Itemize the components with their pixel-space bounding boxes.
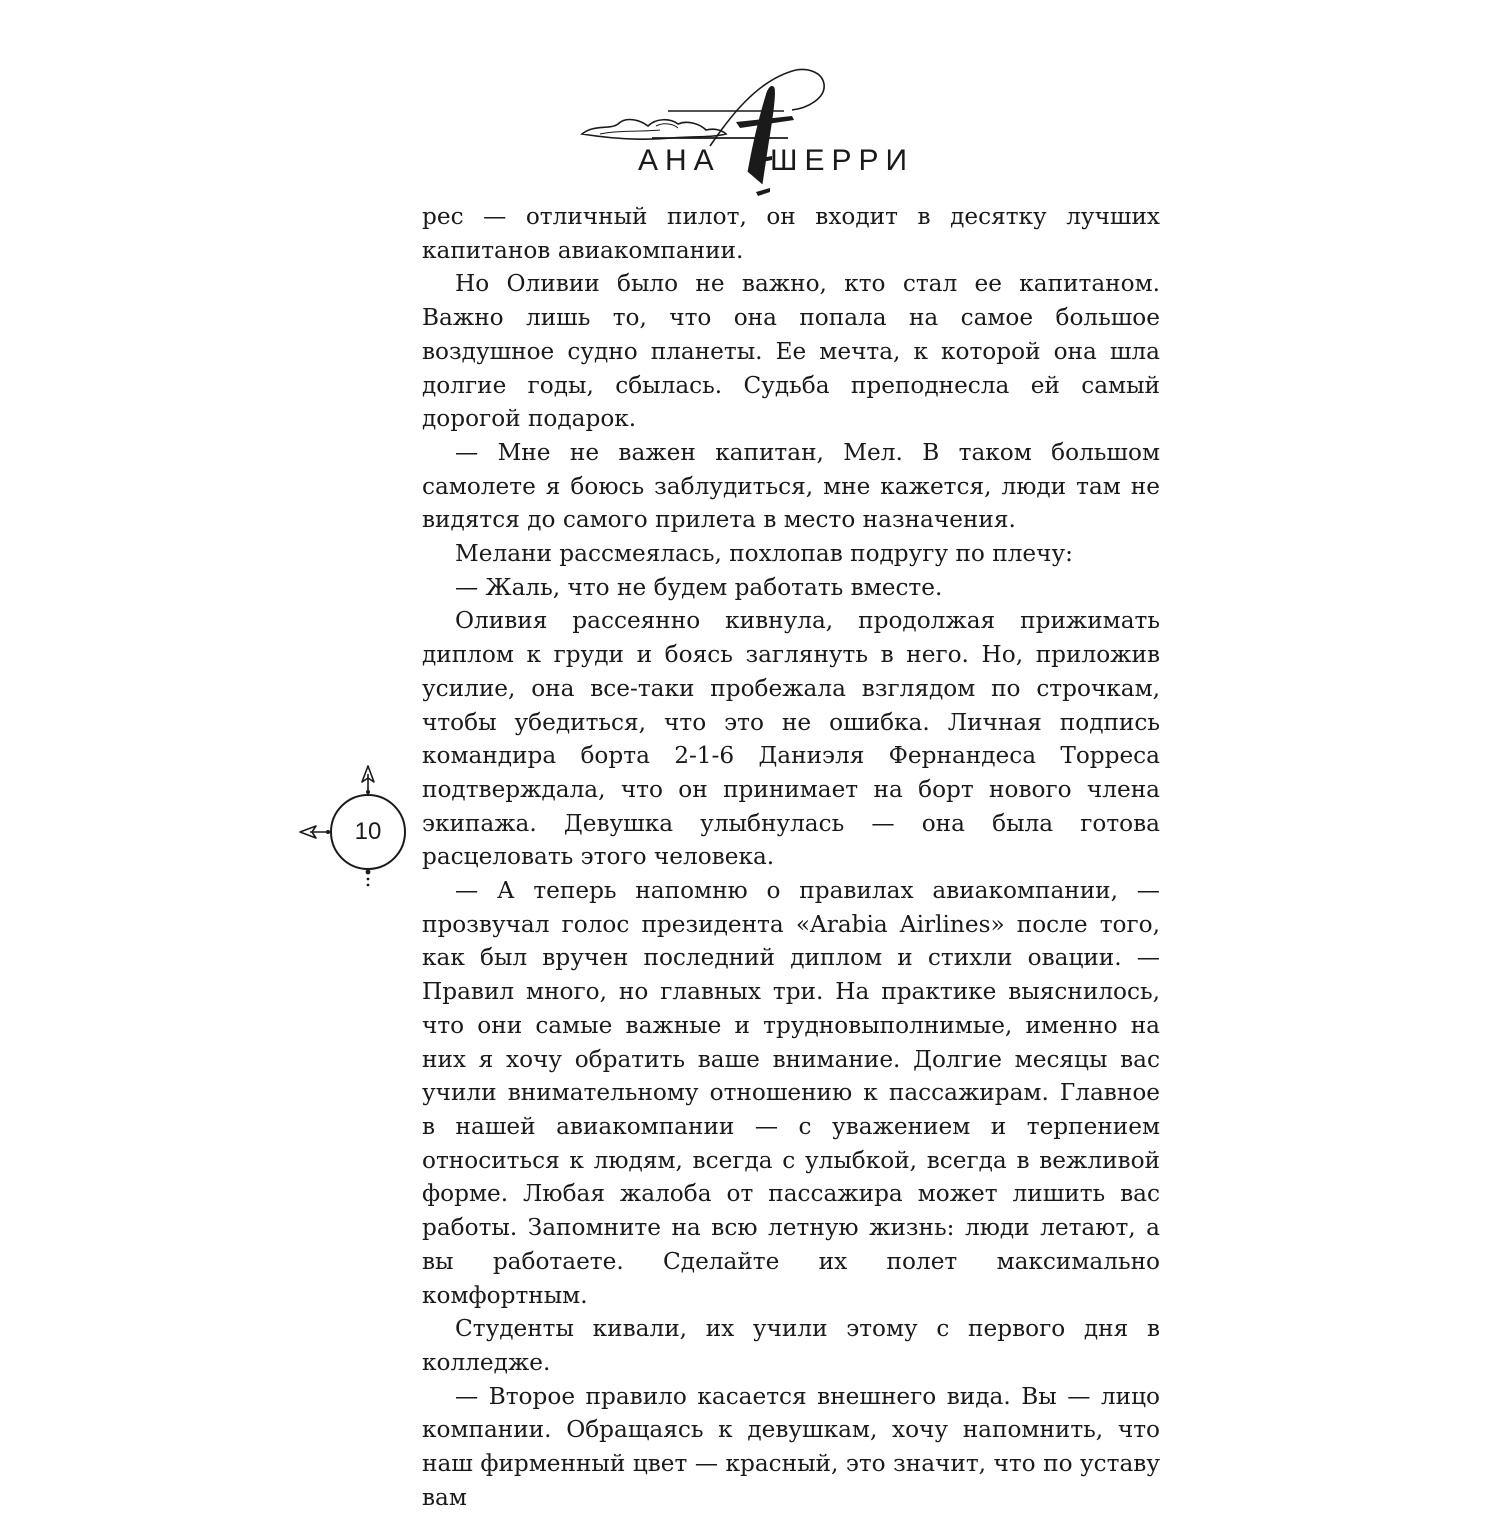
paragraph: — Второе правило касается внешнего вида. Вы — лицо компании. Обращаясь к девушкам, хочу напомнить, что наш фирменный цвет — красный, это значит, что по уставу вам [422, 1382, 1160, 1511]
running-header [560, 60, 940, 210]
page-marker [296, 760, 416, 890]
paragraph: — Мне не важен капитан, Мел. В таком большом самолете я боюсь заблудиться, мне кажется, люди там не видятся до самого прилета в место назначения. [422, 438, 1160, 534]
paragraph: Оливия рассеянно кивнула, продолжая прижимать диплом к груди и боясь заглянуть в него. Но, приложив усилие, она все-таки пробежала взглядом по строчкам, чтобы убедиться, что это не ошибка. Личная подпись командира борта 2-1-6 Даниэля Фернандеса Торреса подтверждала, что он принимает на борт нового члена экипажа. Девушка улыбнулась — она была готова расцеловать этого человека. [422, 607, 1160, 871]
page-number: 10 [354, 818, 382, 845]
paragraph: Студенты кивали, их учили этому с первого дня в колледже. [422, 1315, 1160, 1376]
author-last-name: ШЕРРИ [770, 144, 915, 177]
author-name [560, 144, 940, 184]
paragraph: — Жаль, что не будем работать вместе. [455, 573, 943, 601]
paragraph: Мелани рассмеялась, похлопав подругу по плечу: [455, 540, 1073, 568]
author-first-name: АНА [638, 144, 721, 177]
paragraph: рес — отличный пилот, он входит в десятку лучших капитанов авиакомпании. [422, 203, 1160, 264]
airplane-sun-logo-icon [560, 60, 940, 210]
paragraph: Но Оливии было не важно, кто стал ее капитаном. Важно лишь то, что она попала на самое большое воздушное судно планеты. Ее мечта, к которой она шла долгие годы, сбылась. Судьба преподнесла ей самый дорогой подарок. [422, 270, 1160, 433]
body-text [422, 200, 1160, 1514]
paragraph: — А теперь напомню о правилах авиакомпании, — прозвучал голос президента «Arabia Airlines» после того, как был вручен последний диплом и стихли овации. — Правил много, но главных три. На практике выяснилось, что они самые важные и трудновыполнимые, именно на них я хочу обратить ваше внимание. Долгие месяцы вас учили внимательному отношению к пассажирам. Главное в нашей авиакомпании — с уважением и терпением относиться к людям, всегда с улыбкой, всегда в вежливой форме. Любая жалоба от пассажира может лишить вас работы. Запомните на всю летную жизнь: люди летают, а вы работаете. Сделайте их полет максимально комфортным. [422, 877, 1160, 1309]
